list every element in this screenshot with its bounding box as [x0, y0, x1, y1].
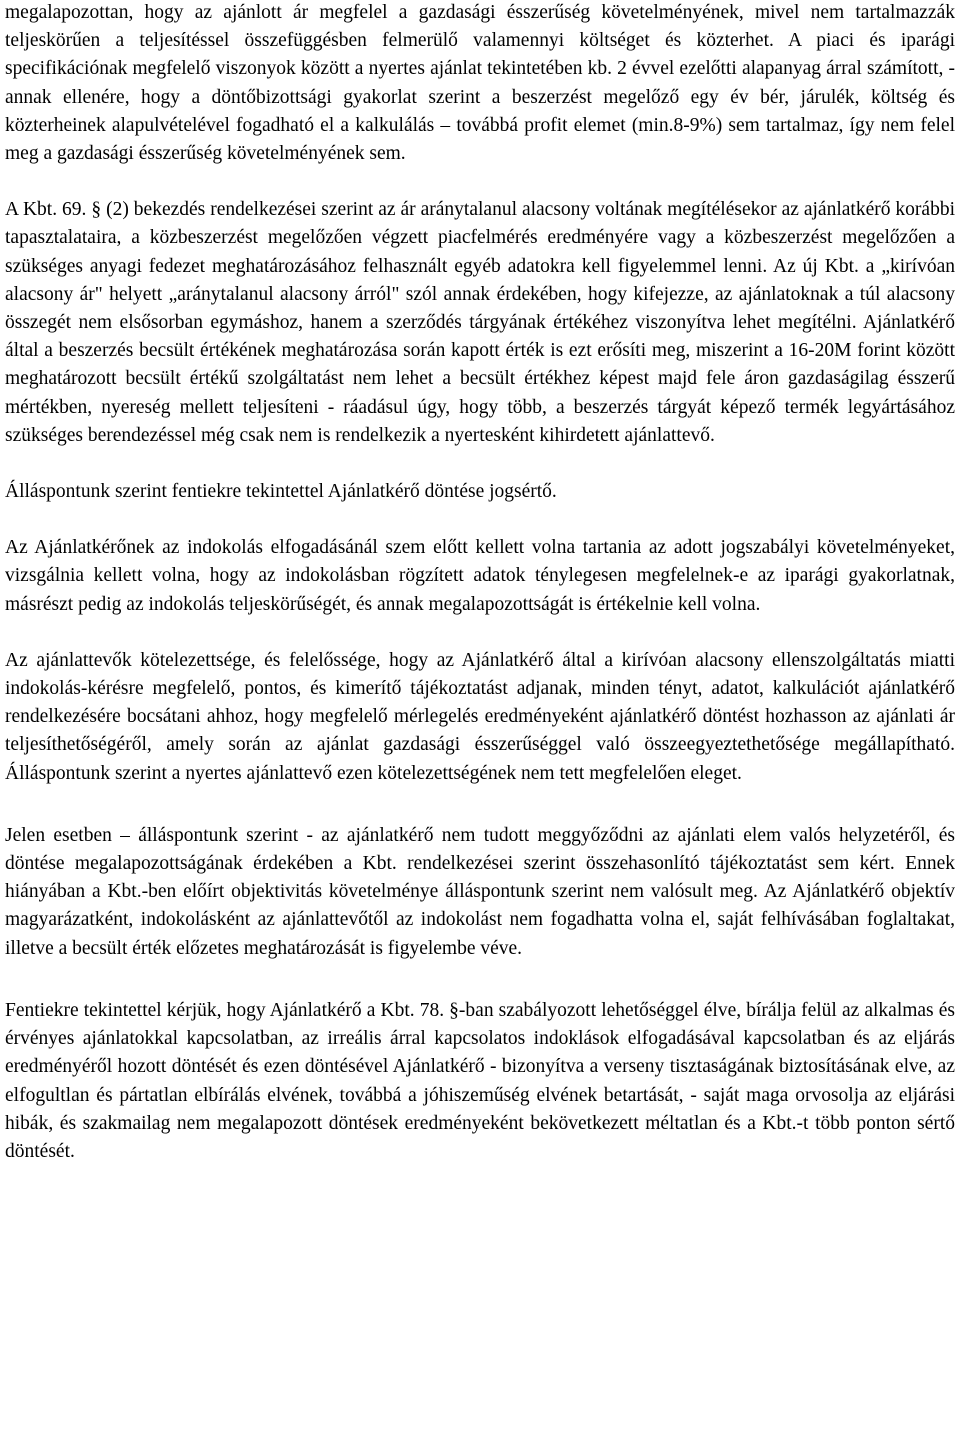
paragraph-contracting-authority-duty: Az Ajánlatkérőnek az indokolás elfogadásánál szem előtt kellett volna tartania az adott jogszabályi követelményeket, vizsgálnia kellett volna, hogy az indokolásban rögzített adatok ténylegesen megfelelnek-e az iparági gyakorlatnak, másrészt pedig az indokolás teljeskörűségét, és annak megalapozottságát is értékelnie kell volna. — [5, 537, 955, 615]
paragraph-kbt-69: A Kbt. 69. § (2) bekezdés rendelkezései szerint az ár aránytalanul alacsony voltának megítélésekor az ajánlatkérő korábbi tapasztalataira, a közbeszerzést megelőzően végzett piacfelmérés eredményére vagy a közbeszerzést megelőzően a szükséges anyagi fedezet meghatározásához felhasznált egyéb adatokra kell figyelemmel lenni. Az új Kbt. a „kirívóan alacsony ár" helyett „aránytalanul alacsony árról" szól annak érdekében, hogy kifejezze, az ajánlatoknak a túl alacsony összegét nem elsősorban egymáshoz, hanem a szerződés tárgyának értékéhez viszonyítva lehet megítélni. Ajánlatkérő által a beszerzés becsült értékének meghatározása során kapott érték is ezt erősíti meg, miszerint a 16-20M forint között meghatározott becsült értékű szolgáltatást nem lehet a becsült értékhez képest majd fele áron gazdaságilag ésszerű mértékben, nyereség mellett teljesíteni - ráadásul úgy, hogy több, a beszerzés tárgyát képező termék legyártásához szükséges berendezéssel még csak nem is rendelkezik a nyertesként kihirdetett ajánlattevő. — [5, 199, 955, 446]
paragraph-spacer — [5, 788, 955, 822]
paragraph-spacer — [5, 450, 955, 478]
paragraph-bidder-obligation: Az ajánlattevők kötelezettsége, és felelőssége, hogy az Ajánlatkérő által a kirívóan alacsony ellenszolgáltatás miatti indokolás-kérésre megfelelő, pontos, és kimerítő tájékoztatást adjanak, minden tényt, adatot, kalkulációt ajánlatkérő rendelkezésére bocsátani ahhoz, hogy megfelelő mérlegelés eredményeként ajánlatkérő döntést hozhasson az ajánlati ár teljesíthetőségéről, amely során az ajánlat gazdasági ésszerűséggel való összeegyeztethetősége megállapítható. Álláspontunk szerint a nyertes ajánlattevő ezen kötelezettségének nem tett megfelelően eleget. — [5, 649, 955, 784]
paragraph-spacer — [5, 619, 955, 647]
paragraph-spacer — [5, 963, 955, 997]
paragraph-spacer — [5, 506, 955, 534]
paragraph-conclusion: Álláspontunk szerint fentiekre tekintettel Ajánlatkérő döntése jogsértő. — [5, 481, 557, 503]
paragraph-present-case: Jelen esetben – álláspontunk szerint - az ajánlatkérő nem tudott meggyőződni az ajánlati elem valós helyzetéről, és döntése megalapozottságának érdekében a Kbt. rendelkezései szerint összehasonlító tájékoztatást sem kért. Ennek hiányában a Kbt.-ben előírt objektivitás követelménye álláspontunk szerint nem valósult meg. Az Ajánlatkérő objektív magyarázatként, indokolásként az ajánlattevőtől az indokolást nem fogadhatta volna el, saját felhívásában foglaltakat, illetve a becsült érték előzetes meghatározását is figyelembe véve. — [5, 824, 955, 959]
paragraph-price-reasonableness: megalapozottan, hogy az ajánlott ár megfelel a gazdasági ésszerűség követelményének, mivel nem tartalmazzák teljeskörűen a teljesítéssel összefüggésben felmerülő valamennyi költséget és közterhet. A piaci és iparági specifikációnak megfelelő viszonyok között a nyertes ajánlat tekintetében kb. 2 évvel ezelőtti alapanyag árral számított, - annak ellenére, hogy a döntőbizottsági gyakorlat szerint a beszerzést megelőző egy év bér, járulék, költség és közterheinek alapulvételével fogadható el a kalkulálás – továbbá profit elemet (min.8-9%) sem tartalmaz, így nem felel meg a gazdasági ésszerűség követelményének sem. — [5, 2, 955, 165]
paragraph-request: Fentiekre tekintettel kérjük, hogy Ajánlatkérő a Kbt. 78. §-ban szabályozott lehetőséggel élve, bírálja felül az alkalmas és érvényes ajánlatokkal kapcsolatban, az irreális árral kapcsolatos indoklások elfogadásával kapcsolatban és az eljárás eredményéről hozott döntését és ezen döntésével Ajánlatkérő - bizonyítva a verseny tisztaságának biztosításának elve, az elfogultlan és pártatlan elbírálás elvének, továbbá a jóhiszeműség elvének betartását, - saját maga orvosolja az eljárási hibák, és szakmailag nem megalapozott döntések eredményeként bekövetkezett méltatlan és a Kbt.-t több ponton sértő döntését. — [5, 999, 955, 1162]
paragraph-spacer — [5, 168, 955, 196]
